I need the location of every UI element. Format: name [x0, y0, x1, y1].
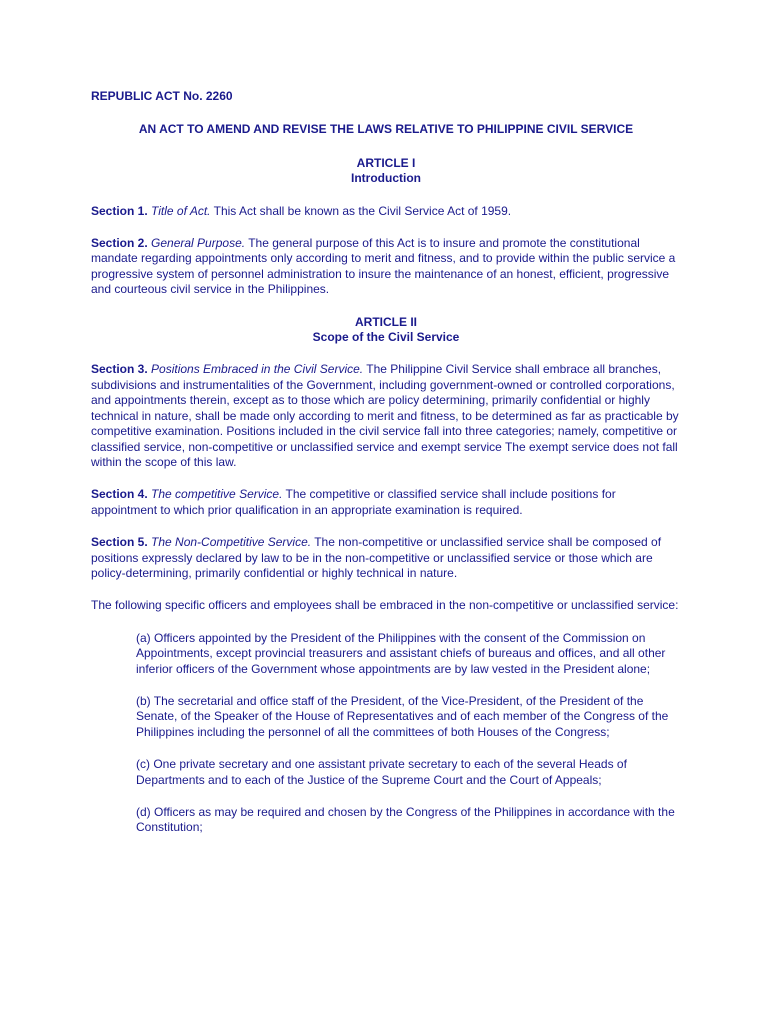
section-text: This Act shall be known as the Civil Service Act of 1959.: [213, 203, 512, 218]
article-name: Scope of the Civil Service: [312, 330, 460, 345]
article-number: ARTICLE I: [356, 155, 416, 170]
act-number: REPUBLIC ACT No. 2260: [91, 89, 233, 103]
section-text: The non-competitive or unclassified service shall be composed of positions expressly declared by law to be in the non-competitive or unclassified service or those which are policy-determining, primarily confidential or highly technical in nature.: [91, 535, 662, 580]
article-name: Introduction: [351, 171, 421, 186]
act-title: AN ACT TO AMEND AND REVISE THE LAWS RELATIVE TO PHILIPPINE CIVIL SERVICE: [138, 122, 634, 137]
section-paragraph: [91, 487, 681, 518]
section-text: The Philippine Civil Service shall embrace all branches, subdivisions and instrumentalities of the Government, including government-owned or controlled corporations, and appointments therein, except as to those which are policy determining, primarily confidential or highly technical in nature, shall be made only according to merit and fitness, to be determined as far as practicable by competitive examination. Positions included in the civil service fall into three categories; namely, competitive or classified service, non-competitive or unclassified service and exempt service The exempt service does not fall within the scope of this law.: [91, 362, 679, 469]
list-item: (d) Officers as may be required and chosen by the Congress of the Philippines in accordance with the Constitution;: [136, 805, 675, 835]
section-heading: General Purpose.: [151, 236, 246, 251]
article-heading: [91, 156, 681, 187]
section-text: The competitive or classified service shall include positions for appointment to which prior qualification in an appropriate examination is required.: [91, 487, 616, 517]
section-heading: Positions Embraced in the Civil Service.: [151, 362, 364, 377]
section-label: Section 2.: [91, 236, 148, 251]
article-heading: [91, 315, 681, 346]
section-paragraph: [91, 236, 681, 298]
section-paragraph: [91, 204, 681, 219]
section-label: Section 4.: [91, 487, 148, 502]
section-label: Section 3.: [91, 362, 148, 377]
list-item: (a) Officers appointed by the President of the Philippines with the consent of the Commission on Appointments, except provincial treasurers and assistant chiefs of bureaus and offices, and all other inferior officers of the Government whose appointments are by law vested in the President alone;: [136, 630, 666, 676]
section-label: Section 5.: [91, 535, 148, 550]
list-item: (c) One private secretary and one assistant private secretary to each of the several Heads of Departments and to each of the Justice of the Supreme Court and the Court of Appeals;: [136, 757, 627, 787]
intro-paragraph: The following specific officers and employees shall be embraced in the non-competitive or unclassified service:: [91, 598, 679, 613]
list-item: (b) The secretarial and office staff of the President, of the Vice-President, of the President of the Senate, of the Speaker of the House of Representatives and of each member of the Congress of the Philippines including the personnel of all the committees of both Houses of the Congress;: [136, 693, 669, 739]
article-number: ARTICLE II: [355, 314, 417, 329]
document-page: [91, 89, 681, 853]
section-text: The general purpose of this Act is to insure and promote the constitutional mandate regarding appointments only according to merit and fitness, and to provide within the public service a progressive system of personnel administration to insure the maintenance of an honest, efficient, progressive and courteous civil service in the Philippines.: [91, 236, 676, 297]
section-heading: The Non-Competitive Service.: [151, 535, 312, 550]
section-paragraph: [91, 362, 681, 470]
section-heading: Title of Act.: [151, 203, 211, 218]
section-heading: The competitive Service.: [151, 487, 283, 502]
section-label: Section 1.: [91, 203, 148, 218]
section-paragraph: [91, 535, 681, 581]
